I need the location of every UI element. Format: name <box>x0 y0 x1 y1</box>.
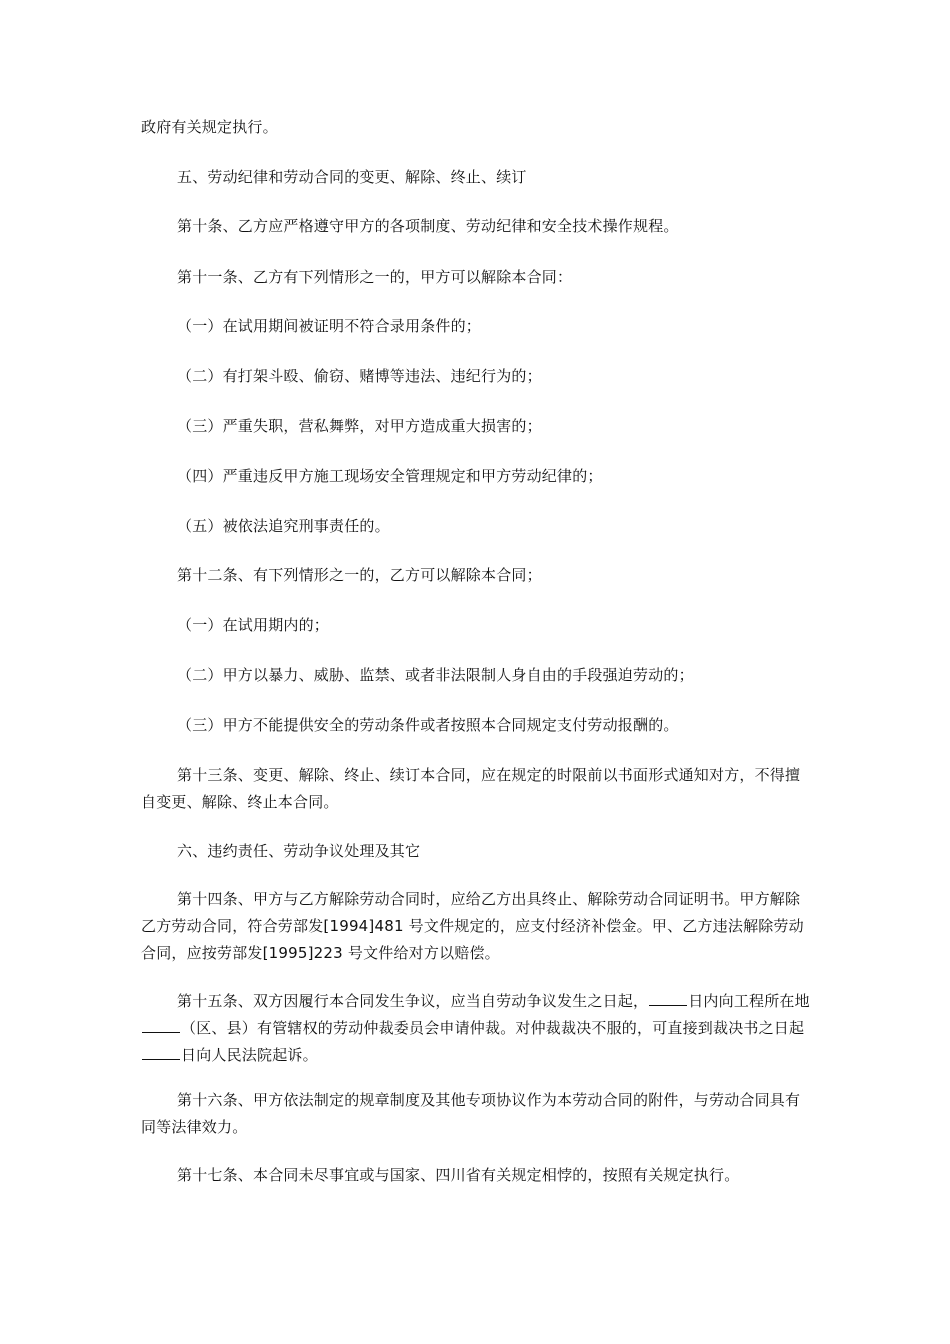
article-15-text-2: 日内向工程所在地 <box>688 992 810 1010</box>
article-11: 第十一条、乙方有下列情形之一的，甲方可以解除本合同： <box>177 268 573 286</box>
article-11-item-2: （二）有打架斗殴、偷窃、赌博等违法、违纪行为的； <box>177 367 542 385</box>
article-15-text-1: 第十五条、双方因履行本合同发生争议，应当自劳动争议发生之日起， <box>177 992 649 1010</box>
article-12-item-1: （一）在试用期内的； <box>177 616 330 634</box>
article-12: 第十二条、有下列情形之一的，乙方可以解除本合同； <box>177 566 542 584</box>
article-17: 第十七条、本合同未尽事宜或与国家、四川省有关规定相悖的，按照有关规定执行。 <box>177 1166 740 1184</box>
article-10: 第十条、乙方应严格遵守甲方的各项制度、劳动纪律和安全技术操作规程。 <box>177 217 679 235</box>
article-11-item-3: （三）严重失职，营私舞弊，对甲方造成重大损害的； <box>177 417 542 435</box>
blank-line <box>142 1044 180 1060</box>
article-13: 第十三条、变更、解除、终止、续订本合同，应在规定的时限前以书面形式通知对方，不得擅自变更、解除、终止本合同。 <box>141 766 801 811</box>
article-12-item-3: （三）甲方不能提供安全的劳动条件或者按照本合同规定支付劳动报酬的。 <box>177 716 679 734</box>
article-11-item-4: （四）严重违反甲方施工现场安全管理规定和甲方劳动纪律的； <box>177 467 603 485</box>
paragraph-continuation: 政府有关规定执行。 <box>141 118 278 136</box>
blank-line <box>142 1017 180 1033</box>
article-11-item-1: （一）在试用期间被证明不符合录用条件的； <box>177 317 482 335</box>
blank-line <box>649 990 687 1006</box>
article-12-item-2: （二）甲方以暴力、威胁、监禁、或者非法限制人身自由的手段强迫劳动的； <box>177 666 694 684</box>
article-15-text-4: 日向人民法院起诉。 <box>181 1046 318 1064</box>
article-16: 第十六条、甲方依法制定的规章制度及其他专项协议作为本劳动合同的附件，与劳动合同具有同等法律效力。 <box>141 1091 801 1136</box>
article-11-item-5: （五）被依法追究刑事责任的。 <box>177 517 390 535</box>
article-15 <box>141 988 813 1069</box>
section-heading-six: 六、违约责任、劳动争议处理及其它 <box>177 842 421 860</box>
article-15-text-3: （区、县）有管辖权的劳动仲裁委员会申请仲裁。对仲裁裁决不服的，可直接到裁决书之日起 <box>181 1019 805 1037</box>
section-heading-five: 五、劳动纪律和劳动合同的变更、解除、终止、续订 <box>177 168 527 186</box>
article-14: 第十四条、甲方与乙方解除劳动合同时，应给乙方出具终止、解除劳动合同证明书。甲方解除乙方劳动合同，符合劳部发[1994]481 号文件规定的，应支付经济补偿金。甲、乙方违法解除劳动合同，应按劳部发[1995]223 号文件给对方以赔偿。 <box>141 890 804 962</box>
